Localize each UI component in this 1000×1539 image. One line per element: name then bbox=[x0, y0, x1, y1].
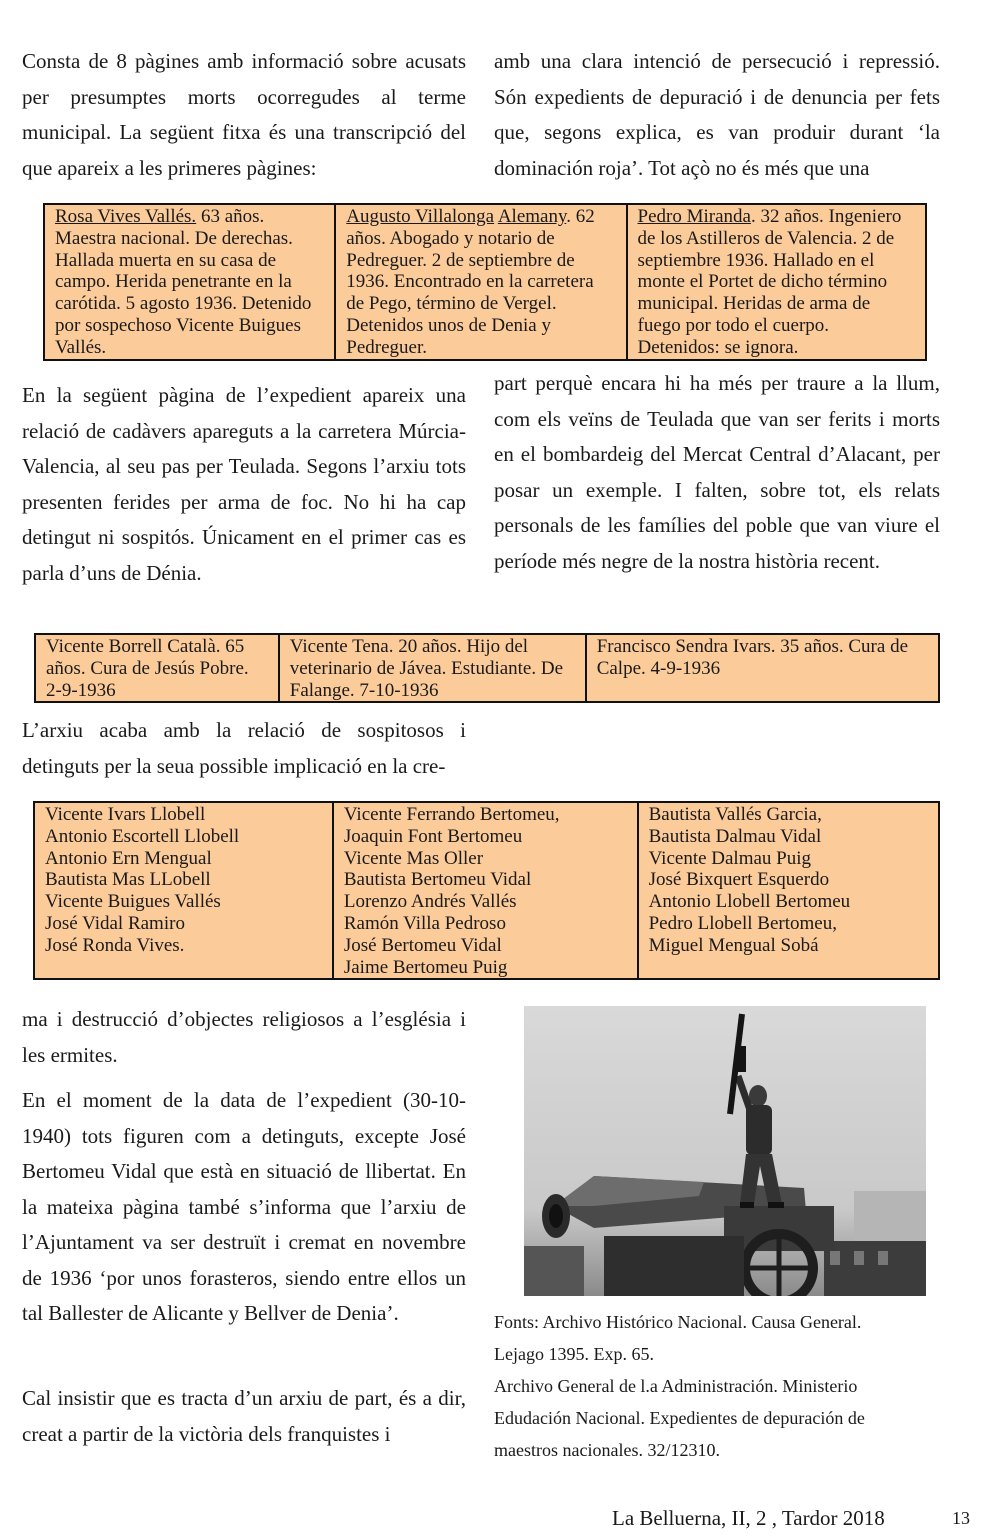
victim-details: . 62 años. Abogado y notario de Pedreguer. 2 de septiembre de 1936. Encontrado en la carretera de Pego, término de Vergel. Detenidos unos de Denia y Pedreguer. bbox=[346, 206, 595, 358]
source-line: maestros nacionales. 32/12310. bbox=[494, 1440, 720, 1460]
teulada-paragraph: part perquè encara hi ha més per traure a la llum, com els veïns de Teulada que van ser ferits i morts en el bombardeig del Mercat Central d’Alacant, per posar un exemple. I falten, sobre tot, els relats personals de les famílies del poble que van viure el període més negre de la nostra història recent. bbox=[494, 371, 940, 573]
suspect-name: Vicente Mas Oller bbox=[343, 847, 484, 869]
publication-footer: La Belluerna, II, 2 , Tardor 2018 bbox=[612, 1506, 885, 1530]
suspect-name: Ramón Villa Pedroso bbox=[343, 912, 506, 934]
intro-paragraph: Consta de 8 pàgines amb informació sobre acusats per presumptes morts ocorregudes al terme municipal. La següent fitxa és una transcripció del que apareix a les primeres pàgines: bbox=[22, 49, 466, 180]
suspect-name: Miguel Mengual Sobá bbox=[648, 934, 819, 956]
suspect-name: Antonio Escortell Llobell bbox=[45, 825, 240, 847]
suspect-name: Antonio Ern Mengual bbox=[45, 847, 212, 869]
sources-caption bbox=[494, 1306, 934, 1466]
suspect-name: Bautista Bertomeu Vidal bbox=[343, 869, 532, 891]
victims-table-2 bbox=[34, 633, 940, 703]
page-number: 13 bbox=[952, 1508, 970, 1528]
suspects-intro-paragraph: L’arxiu acaba amb la relació de sospitosos i detinguts per la seua possible implicació en la cre- bbox=[22, 718, 466, 778]
victim-details: . 32 años. Ingeniero de los Astilleros de Valencia. 2 de septiembre 1936. Hallado en el monte el Portet de dicho término municipal. Heridas de arma de fuego por todo el cuerpo. Detenidos: se ignora. bbox=[637, 206, 902, 358]
victim-cell: Francisco Sendra Ivars. 35 años. Cura de Calpe. 4-9-1936 bbox=[586, 634, 939, 702]
historical-photo bbox=[524, 1006, 926, 1296]
source-line: Fonts: Archivo Histórico Nacional. Causa General. bbox=[494, 1312, 862, 1332]
expedient-date-paragraph: En el moment de la data de l’expedient (30-10-1940) tots figuren com a detinguts, excepte José Bertomeu Vidal que està en situació de llibertat. En la mateixa pàgina també s’informa que l’arxiu de l’Ajuntament va ser destruït i cremat en novembre de 1936 ‘por unos forasteros, siendo entre ellos un tal Ballester de Alicante y Bellver de Denia’. bbox=[22, 1088, 466, 1325]
repression-paragraph: amb una clara intenció de persecució i repressió. Són expedients de depuració i de denuncia per fets que, segons explica, es van produir durant ‘la dominación roja’. Tot açò no és més que una bbox=[494, 49, 940, 180]
suspect-name: Lorenzo Andrés Vallés bbox=[343, 891, 517, 913]
victim-name: Augusto Villalonga bbox=[346, 206, 495, 227]
corpses-paragraph: En la següent pàgina de l’expedient apareix una relació de cadàvers apareguts a la carretera Múrcia-Valencia, al seu pas per Teulada. Segons l’arxiu tots presenten ferides per arma de foc. No hi ha cap detingut ni sospitós. Únicament en el primer cas es parla d’uns de Dénia. bbox=[22, 383, 466, 585]
victim-cell: Vicente Borrell Català. 65 años. Cura de Jesús Pobre. 2-9-1936 bbox=[35, 634, 279, 702]
victim-details: 63 años. Maestra nacional. De derechas. Hallada muerta en su casa de campo. Herida penetrante en la carótida. 5 agosto 1936. Detenido por sospechoso Vicente Buigues Vallés. bbox=[55, 206, 312, 358]
suspects-column-3 bbox=[638, 802, 939, 979]
insist-paragraph: Cal insistir que es tracta d’un arxiu de part, és a dir, creat a partir de la victòria dels franquistes i bbox=[22, 1386, 466, 1446]
victim-pedro-miranda-cell bbox=[627, 204, 927, 360]
suspect-name: Vicente Ferrando Bertomeu, bbox=[343, 804, 560, 825]
suspect-name: Bautista Vallés Garcia, bbox=[648, 804, 822, 825]
suspect-name: Bautista Mas LLobell bbox=[45, 869, 211, 891]
victim-rosa-vives-cell bbox=[44, 204, 335, 360]
suspect-name: José Bixquert Esquerdo bbox=[648, 869, 830, 891]
suspects-table bbox=[33, 801, 940, 980]
victim-surname: Alemany bbox=[497, 206, 567, 227]
source-line: Lejago 1395. Exp. 65. bbox=[494, 1344, 654, 1364]
source-line: Edudación Nacional. Expedientes de depuración de bbox=[494, 1408, 865, 1428]
victim-name: Pedro Miranda bbox=[637, 206, 751, 227]
source-line: Archivo General de l.a Administración. Ministerio bbox=[494, 1376, 858, 1396]
destruction-paragraph: ma i destrucció d’objectes religiosos a l’església i les ermites. bbox=[22, 1007, 466, 1067]
suspect-name: Joaquin Font Bertomeu bbox=[343, 825, 523, 847]
suspect-name: Antonio Llobell Bertomeu bbox=[648, 891, 851, 913]
victim-augusto-villalonga-cell bbox=[335, 204, 626, 360]
suspect-name: Vicente Dalmau Puig bbox=[648, 847, 812, 869]
suspect-name: Vicente Buigues Vallés bbox=[45, 891, 221, 913]
victim-name: Rosa Vives Vallés. bbox=[55, 206, 197, 227]
suspect-name: Vicente Ivars Llobell bbox=[45, 804, 206, 825]
suspects-column-2 bbox=[333, 802, 638, 979]
suspects-column-1 bbox=[34, 802, 333, 979]
suspect-name: Pedro Llobell Bertomeu, bbox=[648, 912, 837, 934]
suspect-name: Jaime Bertomeu Puig bbox=[343, 956, 508, 978]
suspect-name: José Bertomeu Vidal bbox=[343, 934, 502, 956]
victim-cell: Vicente Tena. 20 años. Hijo del veterinario de Jávea. Estudiante. De Falange. 7-10-1936 bbox=[279, 634, 586, 702]
suspect-name: Bautista Dalmau Vidal bbox=[648, 825, 822, 847]
victims-table-1 bbox=[43, 203, 927, 361]
militia-woman-cannon-image bbox=[524, 1006, 926, 1296]
suspect-name: José Ronda Vives. bbox=[45, 934, 185, 956]
suspect-name: José Vidal Ramiro bbox=[45, 912, 185, 934]
